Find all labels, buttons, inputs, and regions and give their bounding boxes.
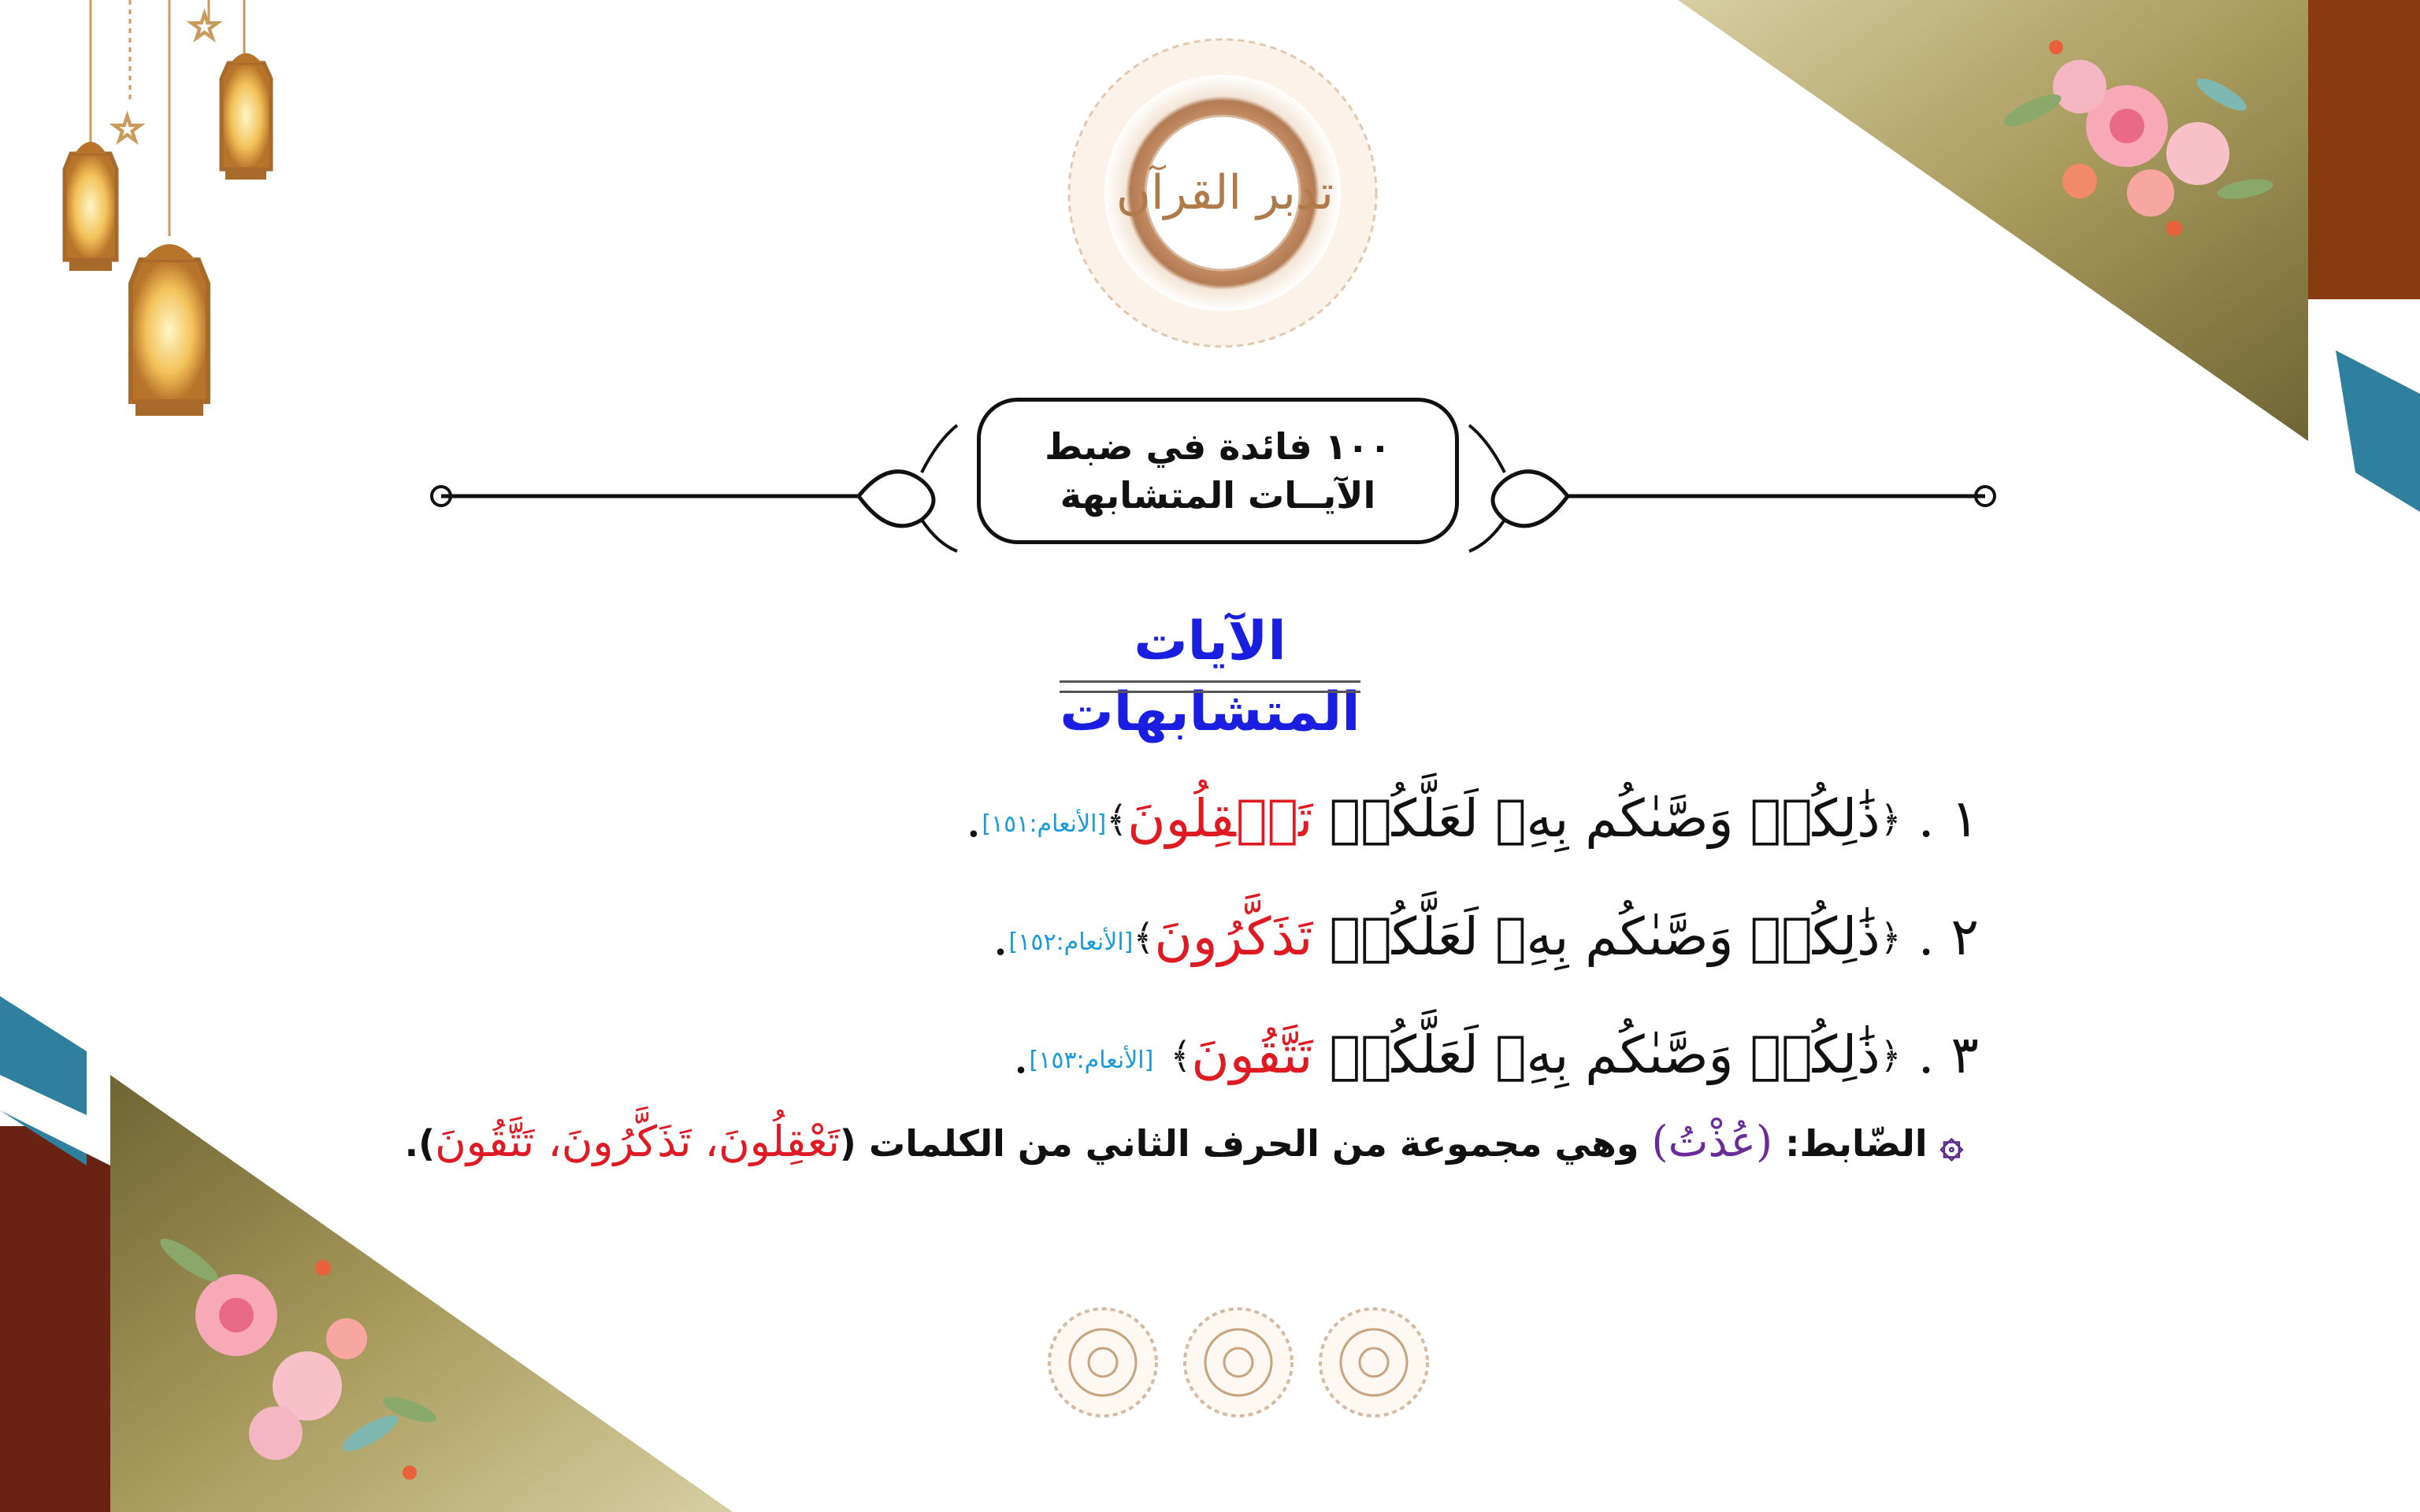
verse-open-bracket: ﴿ (1880, 798, 1902, 840)
verse-highlight: تَعۡقِلُونَ (1127, 788, 1313, 849)
hanging-lanterns (65, 0, 271, 416)
verse-close-bracket: ﴾ (1133, 916, 1155, 958)
rule-words: تَعْقِلُونَ، تَذَكَّرُونَ، تَتَّقُونَ (435, 1117, 840, 1166)
bottom-ornaments (1049, 1309, 1427, 1416)
verse-reference: [الأنعام:١٥١] (982, 810, 1107, 838)
rule-explanation: وهي مجموعة من الحرف الثاني من الكلمات (868, 1122, 1639, 1165)
rule-label: الضّابط: (1785, 1122, 1928, 1165)
verse-close-bracket: ﴾ (1106, 798, 1128, 840)
verse-highlight: تَذَكَّرُونَ (1154, 906, 1313, 967)
flower-bullet-icon: ۞ (1939, 1120, 1963, 1166)
title-box (977, 398, 1459, 544)
verse-3 (1013, 1012, 1980, 1104)
svg-text:☆: ☆ (110, 107, 145, 151)
verse-2 (993, 894, 1979, 986)
verse-end: . (965, 788, 982, 849)
verse-number: ٣ . (1917, 1025, 1979, 1085)
verse-open-bracket: ﴿ (1880, 1034, 1902, 1077)
verse-close-bracket: ﴾ (1170, 1034, 1192, 1077)
verse-text: ذَٰلِكُمۡ وَصَّىٰكُم بِهِۦ لَعَلَّكُمۡ (1329, 788, 1880, 849)
verse-1 (965, 776, 1979, 868)
logo-text: تدبر القرآن (1115, 165, 1334, 220)
verse-text: ذَٰلِكُمۡ وَصَّىٰكُم بِهِۦ لَعَلَّكُمۡ (1329, 906, 1880, 967)
verse-reference: [الأنعام:١٥٢] (1008, 928, 1134, 956)
title-line-2: الآيــات المتشابهة (1060, 474, 1376, 517)
title-line-1: ١٠٠ فائدة في ضبط (1045, 425, 1391, 468)
verse-reference: [الأنعام:١٥٣] (1029, 1047, 1154, 1074)
verse-number: ٢ . (1917, 906, 1979, 967)
verse-text: ذَٰلِكُمۡ وَصَّىٰكُم بِهِۦ لَعَلَّكُمۡ (1329, 1025, 1880, 1085)
section-heading: الآيات المتشابهات (1024, 606, 1396, 693)
rule-code: عُذْتُ (1668, 1117, 1757, 1166)
rule-line (405, 1110, 1963, 1175)
rule-words-open: ( (839, 1122, 856, 1165)
top-right-corner-decoration (1678, 0, 2420, 512)
rule-code-open: ( (1756, 1117, 1773, 1166)
svg-text:☆: ☆ (187, 5, 222, 49)
rule-code-close: ) (1651, 1117, 1668, 1166)
verse-end: . (992, 906, 1009, 967)
verse-open-bracket: ﴿ (1880, 916, 1902, 958)
verse-highlight: تَتَّقُونَ (1191, 1025, 1313, 1085)
rule-words-close: ). (404, 1122, 436, 1165)
logo (1067, 43, 1383, 343)
verse-number: ١ . (1917, 788, 1979, 849)
verse-end: . (1012, 1025, 1030, 1085)
